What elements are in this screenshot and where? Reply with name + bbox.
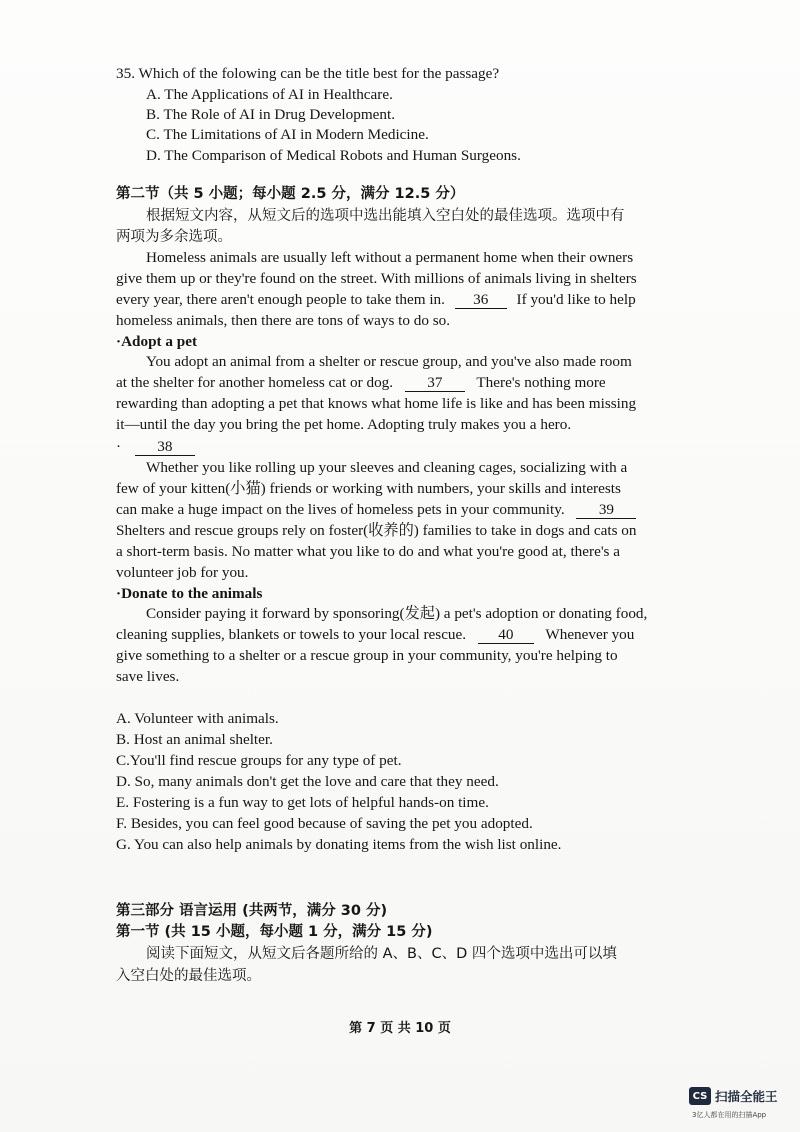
part-3-instruction-2: 入空白处的最佳选项。 xyxy=(116,968,261,984)
blank-36[interactable]: 36 xyxy=(455,291,507,309)
adopt-text-before-37: at the shelter for another homeless cat or dog. xyxy=(116,374,394,391)
donate-line-2 xyxy=(116,625,716,645)
intro-text-before-36: every year, there aren't enough people to take them in. xyxy=(116,291,445,308)
volunteer-line-6: volunteer job for you. xyxy=(116,564,249,581)
intro-text-after-36: If you'd like to help xyxy=(516,291,636,308)
part-3-heading: 第三部分 语言运用 (共两节，满分 30 分) xyxy=(116,903,388,919)
blank-39[interactable]: 39 xyxy=(576,501,636,519)
passage-intro-line-3 xyxy=(116,290,716,310)
adopt-text-after-37: There's nothing more xyxy=(476,374,606,391)
choice-c: C.You'll find rescue groups for any type of pet. xyxy=(116,752,402,769)
bullet: · xyxy=(116,438,122,455)
volunteer-line-2: few of your kitten(小猫) friends or working with numbers, your skills and interests xyxy=(116,480,621,497)
donate-line-1: Consider paying it forward by sponsoring(发起) a pet's adoption or donating food, xyxy=(146,605,648,622)
volunteer-text-before-39: can make a huge impact on the lives of homeless pets in your community. xyxy=(116,501,565,518)
q35-option-c: C. The Limitations of AI in Modern Medicine. xyxy=(146,126,429,143)
choice-g: G. You can also help animals by donating items from the wish list online. xyxy=(116,836,562,853)
volunteer-line-4: Shelters and rescue groups rely on foster(收养的) families to take in dogs and cats on xyxy=(116,522,637,539)
donate-line-3: give something to a shelter or a rescue group in your community, you're helping to xyxy=(116,647,618,664)
blank-38[interactable]: 38 xyxy=(135,438,195,456)
choice-d: D. So, many animals don't get the love and care that they need. xyxy=(116,773,499,790)
scanner-watermark xyxy=(689,1087,778,1105)
adopt-line-3: rewarding than adopting a pet that knows what home life is like and has been missing xyxy=(116,395,637,412)
blank-37[interactable]: 37 xyxy=(405,374,465,392)
blank-40[interactable]: 40 xyxy=(478,626,534,644)
adopt-line-2 xyxy=(116,373,716,393)
part-3-subheading: 第一节 (共 15 小题，每小题 1 分，满分 15 分) xyxy=(116,924,433,940)
volunteer-line-3 xyxy=(116,500,716,520)
page-number: 第 7 页 共 10 页 xyxy=(349,1021,451,1036)
watermark-app-name: 扫描全能王 xyxy=(715,1089,778,1104)
q35-option-b: B. The Role of AI in Drug Development. xyxy=(146,106,396,123)
adopt-line-1: You adopt an animal from a shelter or rescue group, and you've also made room xyxy=(146,353,632,370)
choice-a: A. Volunteer with animals. xyxy=(116,710,279,727)
part-3-instruction-1: 阅读下面短文，从短文后各题所给的 A、B、C、D 四个选项中选出可以填 xyxy=(146,946,617,962)
donate-text-after-40: Whenever you xyxy=(545,626,635,643)
question-35: 35. Which of the folowing can be the title best for the passage? xyxy=(116,65,500,82)
heading-blank-38 xyxy=(116,437,716,457)
volunteer-line-1: Whether you like rolling up your sleeves and cleaning cages, socializing with a xyxy=(146,459,628,476)
choice-e: E. Fostering is a fun way to get lots of helpful hands-on time. xyxy=(116,794,489,811)
q35-option-d: D. The Comparison of Medical Robots and Human Surgeons. xyxy=(146,147,521,164)
camscanner-logo-icon: CS xyxy=(689,1087,711,1105)
passage-intro-line-4: homeless animals, then there are tons of ways to do so. xyxy=(116,312,451,329)
donate-line-4: save lives. xyxy=(116,668,180,685)
section-2-instruction-2: 两项为多余选项。 xyxy=(116,229,232,245)
section-2-heading: 第二节（共 5 小题；每小题 2.5 分，满分 12.5 分） xyxy=(116,186,465,202)
volunteer-line-5: a short-term basis. No matter what you like to do and what you're good at, there's a xyxy=(116,543,620,560)
passage-intro-line-1: Homeless animals are usually left without a permanent home when their owners xyxy=(146,249,634,266)
watermark-tagline: 3亿人都在用的扫描App xyxy=(692,1111,767,1119)
passage-intro-line-2: give them up or they're found on the street. With millions of animals living in shelters xyxy=(116,270,637,287)
section-2-instruction-1: 根据短文内容，从短文后的选项中选出能填入空白处的最佳选项。选项中有 xyxy=(146,208,625,224)
choice-b: B. Host an animal shelter. xyxy=(116,731,273,748)
donate-text-before-40: cleaning supplies, blankets or towels to your local rescue. xyxy=(116,626,467,643)
adopt-line-4: it—until the day you bring the pet home. Adopting truly makes you a hero. xyxy=(116,416,572,433)
heading-adopt-a-pet: ·Adopt a pet xyxy=(116,333,198,350)
choice-f: F. Besides, you can feel good because of saving the pet you adopted. xyxy=(116,815,533,832)
q35-option-a: A. The Applications of AI in Healthcare. xyxy=(146,86,393,103)
heading-donate: ·Donate to the animals xyxy=(116,585,263,602)
